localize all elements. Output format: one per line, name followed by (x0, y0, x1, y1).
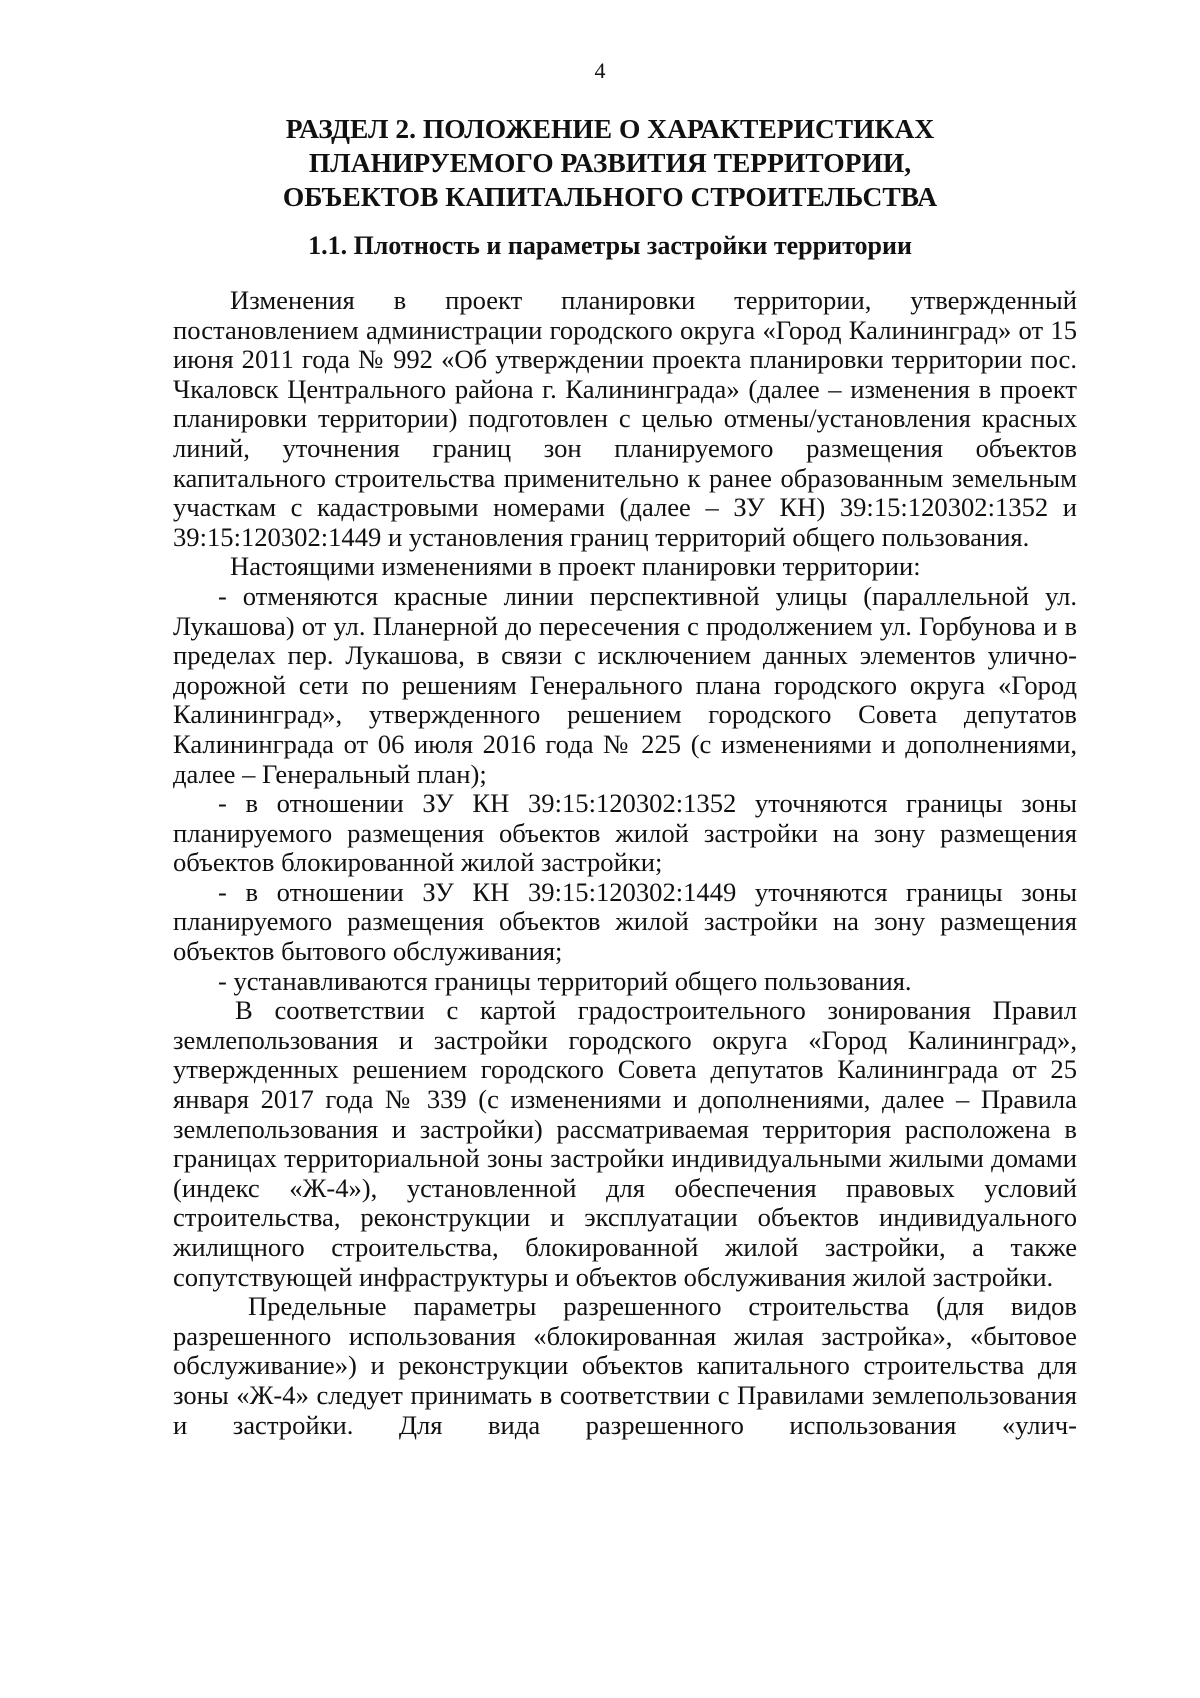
page-number: 4 (594, 58, 606, 83)
paragraph-parameters: Предельные параметры разрешенного строительства (для видов разрешенного использования «блокированная жилая застройка», «бытовое обслуживание») и реконструкции объектов капитального строительства для зоны «Ж-4» следует принимать в соответствии с Правилами землепользования и застройки. Для вида разрешенного использования «улич- (173, 1291, 1077, 1440)
paragraph-changes-lead: Настоящими изменениями в проект планировки территории: (230, 551, 921, 582)
subsection-heading: 1.1. Плотность и параметры застройки территории (308, 231, 912, 260)
section-heading-line: ОБЪЕКТОВ КАПИТАЛЬНОГО СТРОИТЕЛЬСТВА (282, 181, 938, 212)
list-item-public-areas: - устанавливаются границы территорий общего пользования. (218, 965, 912, 996)
section-heading-line: ПЛАНИРУЕМОГО РАЗВИТИЯ ТЕРРИТОРИИ, (308, 147, 912, 178)
paragraph-zoning: В соответствии с картой градостроительного зонирования Правил землепользования и застройки городского округа «Город Калининград», утвержденных решением городского Совета депутатов Калининграда от 25 января 2017 года № 339 (с изменениями и дополнениями, далее – Правила землепользования и застройки) рассматриваемая территория расположена в границах территориальной зоны застройки индивидуальными жилыми домами (индекс «Ж-4»), установленной для обеспечения правовых условий строительства, реконструкции и эксплуатации объектов индивидуального жилищного строительства, блокированной жилой застройки, а также сопутствующей инфраструктуры и объектов обслуживания жилой застройки. (173, 995, 1077, 1292)
paragraph-intro: Изменения в проект планировки территории, утвержденный постановлением администрации городского округа «Город Калининград» от 15 июня 2011 года № 992 «Об утверждении проекта планировки территории пос. Чкаловск Центрального района г. Калининграда» (далее – изменения в проект планировки территории) подготовлен с целью отмены/установления красных линий, уточнения границ зон планируемого размещения объектов капитального строительства применительно к ранее образованным земельным участкам с кадастровыми номерами (далее – ЗУ КН) 39:15:120302:1352 и 39:15:120302:1449 и установления границ территорий общего пользования. (173, 285, 1077, 552)
list-item-red-lines: - отменяются красные линии перспективной улицы (параллельной ул. Лукашова) от ул. Планерной до пересечения с продолжением ул. Горбунова и в пределах пер. Лукашова, в связи с исключением данных элементов улично-дорожной сети по решениям Генерального плана городского округа «Город Калининград», утвержденного решением городского Совета депутатов Калининграда от 06 июля 2016 года № 225 (с изменениями и дополнениями, далее – Генеральный план); (173, 580, 1077, 789)
body-text (173, 286, 1077, 1440)
list-item-plot-1449: - в отношении ЗУ КН 39:15:120302:1449 уточняются границы зоны планируемого размещения объектов жилой застройки на зону размещения объектов бытового обслуживания; (173, 876, 1077, 967)
list-item-plot-1352: - в отношении ЗУ КН 39:15:120302:1352 уточняются границы зоны планируемого размещения объектов жилой застройки на зону размещения объектов блокированной жилой застройки; (173, 788, 1077, 878)
section-heading (160, 112, 1060, 214)
section-heading-line: РАЗДЕЛ 2. ПОЛОЖЕНИЕ О ХАРАКТЕРИСТИКАХ (285, 113, 935, 144)
